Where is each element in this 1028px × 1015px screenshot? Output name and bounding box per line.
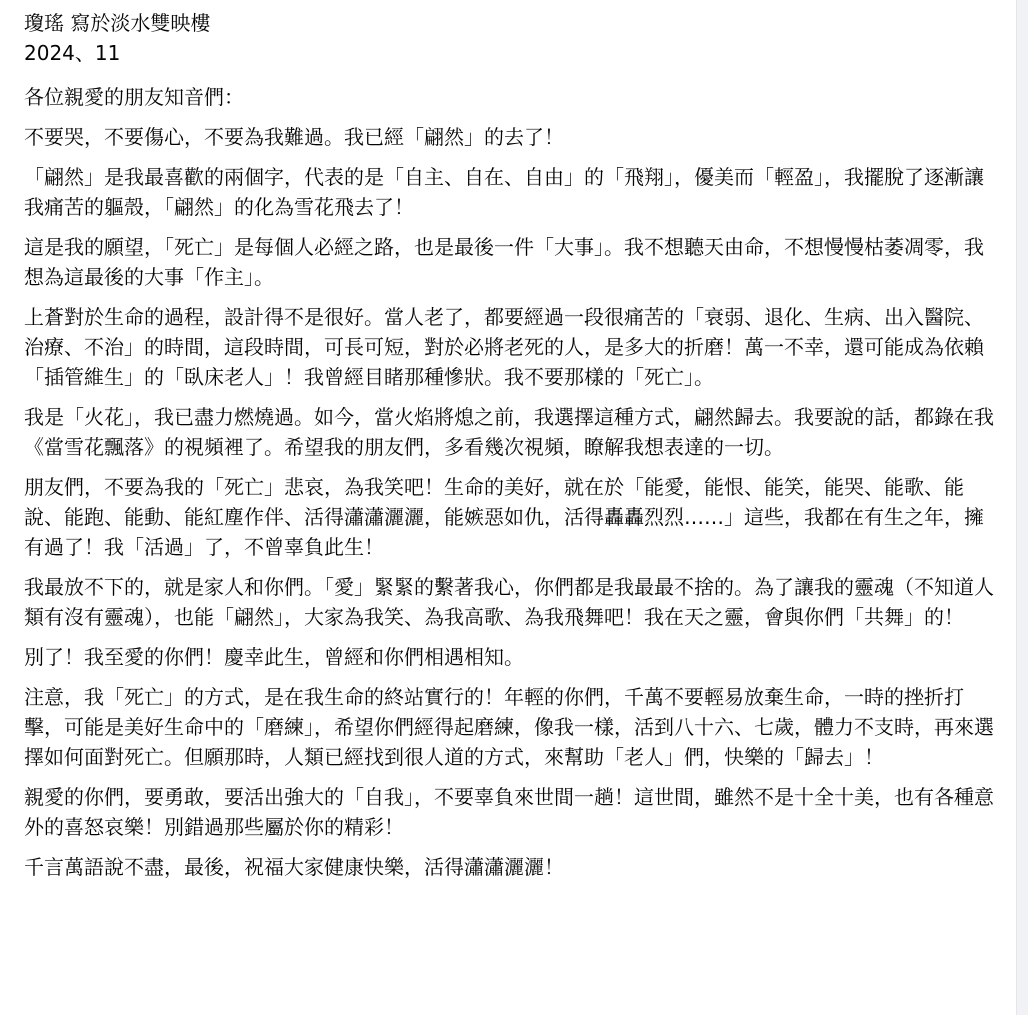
paragraph: 朋友們，不要為我的「死亡」悲哀，為我笑吧！生命的美好，就在於「能愛，能恨、能笑，能哭、能歌、能說、能跑、能動、能紅塵作伴、活得瀟瀟灑灑，能嫉惡如仇，活得轟轟烈烈……」這些，我都在有生之年，擁有過了！我「活過」了，不曾辜負此生！ (24, 475, 984, 559)
date-line: 2024、11 (24, 41, 121, 65)
paragraph: 這是我的願望，「死亡」是每個人必經之路，也是最後一件「大事」。我不想聽天由命，不想慢慢枯萎凋零，我想為這最後的大事「作主」。 (24, 235, 984, 289)
letter-paragraphs (24, 82, 996, 882)
paragraph: 「翩然」是我最喜歡的兩個字，代表的是「自主、自在、自由」的「飛翔」，優美而「輕盈」，我擺脫了逐漸讓我痛苦的軀殼，「翩然」的化為雪花飛去了！ (24, 165, 984, 219)
paragraph: 不要哭，不要傷心，不要為我難過。我已經「翩然」的去了！ (24, 125, 564, 149)
paragraph: 我最放不下的，就是家人和你們。「愛」緊緊的繫著我心，你們都是我最最不捨的。為了讓我的靈魂（不知道人類有沒有靈魂），也能「翩然」，大家為我笑、為我高歌、為我飛舞吧！我在天之靈，會與你們「共舞」的！ (24, 575, 994, 629)
paragraph-closing: 千言萬語說不盡，最後，祝福大家健康快樂，活得瀟瀟灑灑！ (24, 855, 564, 879)
paragraph-salutation: 各位親愛的朋友知音們： (24, 85, 244, 109)
paragraph: 我是「火花」，我已盡力燃燒過。如今，當火焰將熄之前，我選擇這種方式，翩然歸去。我要說的話，都錄在我《當雪花飄落》的視頻裡了。希望我的朋友們，多看幾次視頻，瞭解我想表達的一切。 (24, 405, 994, 459)
author-line: 瓊瑤 寫於淡水雙映樓 (24, 11, 211, 35)
scrollbar-track[interactable] (1016, 0, 1028, 1015)
paragraph: 上蒼對於生命的過程，設計得不是很好。當人老了，都要經過一段很痛苦的「衰弱、退化、生病、出入醫院、治療、不治」的時間，這段時間，可長可短，對於必將老死的人，是多大的折磨！萬一不幸，還可能成為依賴「插管維生」的「臥床老人」！我曾經目睹那種慘狀。我不要那樣的「死亡」。 (24, 305, 984, 389)
paragraph: 親愛的你們，要勇敢，要活出強大的「自我」，不要辜負來世間一趟！這世間，雖然不是十全十美，也有各種意外的喜怒哀樂！別錯過那些屬於你的精彩！ (24, 785, 994, 839)
paragraph: 注意，我「死亡」的方式，是在我生命的終站實行的！年輕的你們，千萬不要輕易放棄生命，一時的挫折打擊，可能是美好生命中的「磨練」，希望你們經得起磨練，像我一樣，活到八十六、七歲，體力不支時，再來選擇如何面對死亡。但願那時，人類已經找到很人道的方式，來幫助「老人」們，快樂的「歸去」！ (24, 685, 994, 769)
paragraph: 別了！我至愛的你們！慶幸此生，曾經和你們相遇相知。 (24, 645, 524, 669)
